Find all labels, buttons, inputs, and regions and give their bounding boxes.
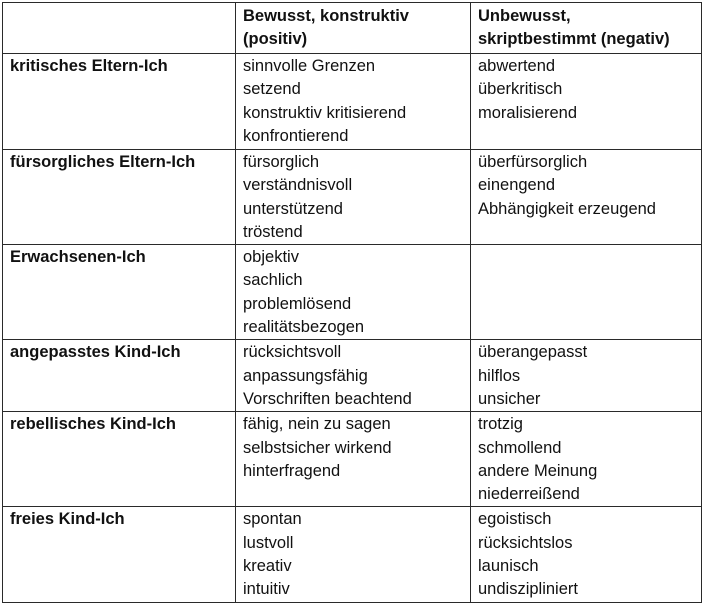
header-positive-line: Bewusst, konstruktiv bbox=[243, 7, 409, 25]
trait-item: hilflos bbox=[478, 366, 521, 385]
header-negative bbox=[471, 3, 702, 54]
positive-traits bbox=[236, 412, 471, 507]
header-row bbox=[3, 3, 702, 54]
trait-item: selbstsicher wirkend bbox=[243, 438, 392, 457]
trait-item: fähig, nein zu sagen bbox=[243, 415, 391, 434]
header-negative-line: Unbewusst, bbox=[478, 7, 571, 25]
trait-item: setzend bbox=[243, 80, 301, 99]
positive-traits bbox=[236, 340, 471, 412]
table-row bbox=[3, 245, 702, 340]
header-corner-cell bbox=[3, 3, 236, 54]
trait-item: spontan bbox=[243, 510, 302, 529]
negative-traits bbox=[471, 54, 702, 150]
positive-traits bbox=[236, 507, 471, 602]
trait-item: trotzig bbox=[478, 415, 523, 434]
trait-item: einengend bbox=[478, 176, 556, 195]
ego-state-name: rebellisches Kind-Ich bbox=[3, 412, 236, 507]
ego-state-name: kritisches Eltern-Ich bbox=[3, 54, 236, 150]
trait-item: niederreißend bbox=[478, 485, 580, 504]
trait-item: intuitiv bbox=[243, 580, 290, 599]
header-positive bbox=[236, 3, 471, 54]
trait-item: sachlich bbox=[243, 271, 303, 290]
negative-traits bbox=[471, 507, 702, 602]
ego-state-name: Erwachsenen-Ich bbox=[3, 245, 236, 340]
positive-traits bbox=[236, 245, 471, 340]
trait-item: unsicher bbox=[478, 389, 541, 408]
trait-item: undiszipliniert bbox=[478, 580, 578, 599]
ego-state-name: freies Kind-Ich bbox=[3, 507, 236, 602]
trait-item: sinnvolle Grenzen bbox=[243, 57, 376, 75]
trait-item: realitätsbezogen bbox=[243, 318, 365, 337]
trait-item: konstruktiv kritisierend bbox=[243, 103, 407, 122]
trait-item: andere Meinung bbox=[478, 461, 598, 480]
trait-item: verständnisvoll bbox=[243, 176, 353, 195]
trait-item: anpassungsfähig bbox=[243, 366, 368, 385]
trait-item: Vorschriften beachtend bbox=[243, 389, 412, 408]
negative-traits bbox=[471, 340, 702, 412]
trait-item: launisch bbox=[478, 557, 539, 576]
ego-state-name: fürsorgliches Eltern-Ich bbox=[3, 150, 236, 245]
trait-item: kreativ bbox=[243, 557, 292, 576]
ego-state-name: angepasstes Kind-Ich bbox=[3, 340, 236, 412]
table-row bbox=[3, 412, 702, 507]
trait-item: überangepasst bbox=[478, 343, 588, 362]
trait-item: problemlösend bbox=[243, 294, 352, 313]
table-row bbox=[3, 54, 702, 150]
trait-item: schmollend bbox=[478, 438, 562, 457]
trait-item: rücksichtsvoll bbox=[243, 343, 342, 362]
ego-states-table bbox=[2, 2, 702, 603]
trait-item: rücksichtslos bbox=[478, 533, 573, 552]
table-row bbox=[3, 340, 702, 412]
table-row bbox=[3, 150, 702, 245]
trait-item: abwertend bbox=[478, 57, 556, 75]
negative-traits bbox=[471, 150, 702, 245]
trait-item: objektiv bbox=[243, 248, 299, 267]
trait-item: lustvoll bbox=[243, 533, 294, 552]
table-row bbox=[3, 507, 702, 602]
positive-traits bbox=[236, 54, 471, 150]
trait-item: überkritisch bbox=[478, 80, 563, 99]
trait-item: überfürsorglich bbox=[478, 153, 588, 171]
trait-item: moralisierend bbox=[478, 103, 578, 122]
trait-item: egoistisch bbox=[478, 510, 552, 529]
trait-item: unterstützend bbox=[243, 199, 343, 218]
header-positive-line: (positiv) bbox=[243, 30, 308, 49]
negative-traits bbox=[471, 245, 702, 340]
trait-item: fürsorglich bbox=[243, 153, 320, 171]
positive-traits bbox=[236, 150, 471, 245]
negative-traits bbox=[471, 412, 702, 507]
trait-item: konfrontierend bbox=[243, 126, 349, 145]
trait-item: Abhängigkeit erzeugend bbox=[478, 199, 656, 218]
header-negative-line: skriptbestimmt (negativ) bbox=[478, 30, 670, 49]
trait-item: tröstend bbox=[243, 222, 303, 241]
trait-item: hinterfragend bbox=[243, 461, 341, 480]
